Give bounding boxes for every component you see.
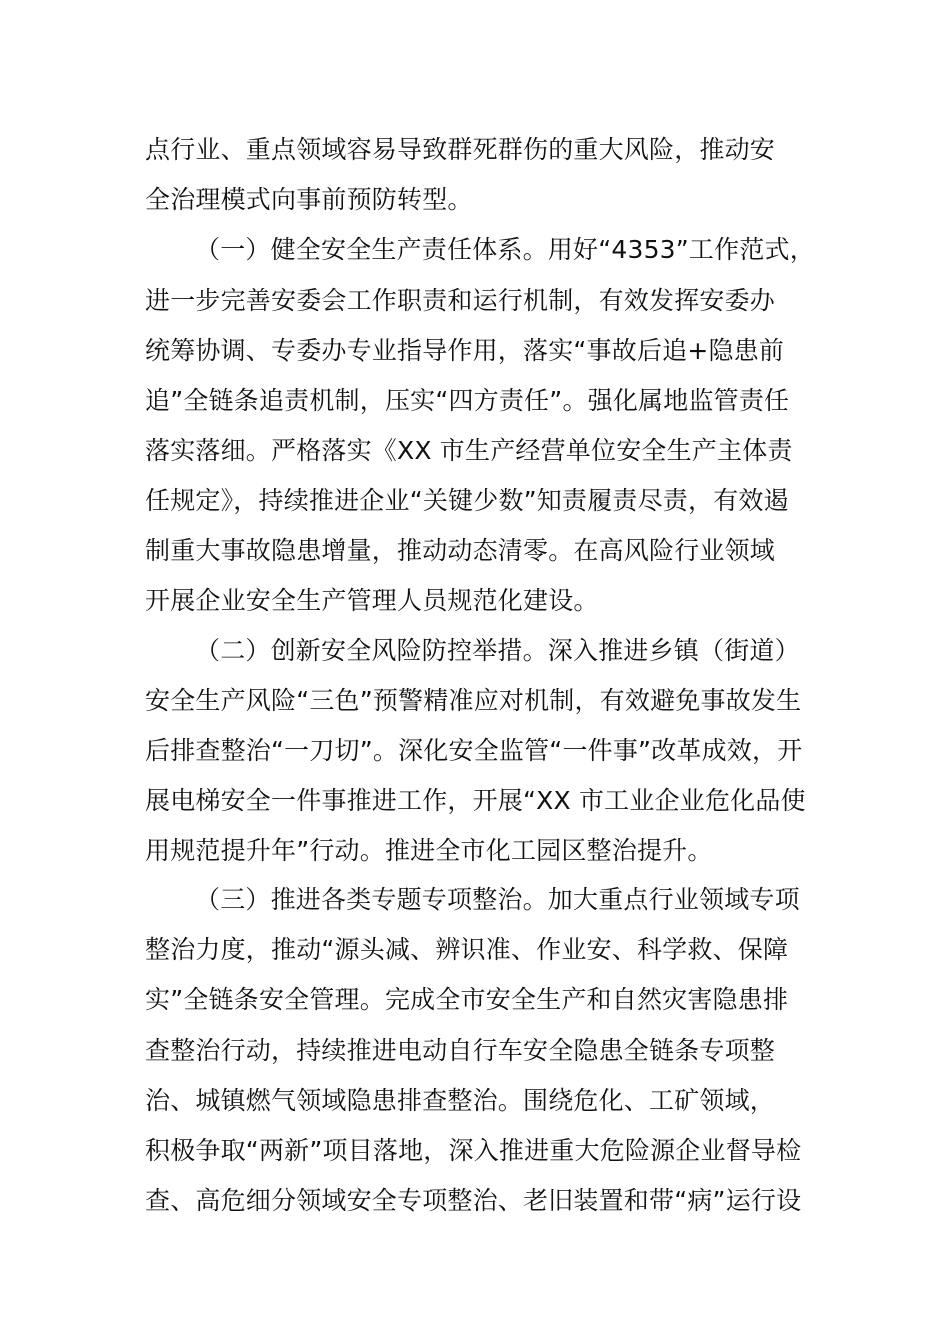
text-line: 后排查整治“一刀切”。深化安全监管“一件事”改革成效，开 [145,736,803,765]
text-line: 追”全链条追责机制，压实“四方责任”。强化属地监管责任 [145,386,790,415]
text-line: 制重大事故隐患增量，推动动态清零。在高风险行业领域 [145,536,776,565]
text-line: 落实落细。严格落实《XX 市生产经营单位安全生产主体责 [145,436,793,465]
text-line: 展电梯安全一件事推进工作，开展“XX 市工业企业危化品使 [145,786,806,815]
text-line: 治、城镇燃气领域隐患排查整治。围绕危化、工矿领域， [145,1086,776,1115]
text-line: 查整治行动，持续推进电动自行车安全隐患全链条专项整 [145,1036,776,1065]
paragraph-heading-line: （一）健全安全生产责任体系。用好“4353”工作范式， [195,235,815,264]
text-line: 实”全链条安全管理。完成全市安全生产和自然灾害隐患排 [145,985,789,1014]
text-line: 安全生产风险“三色”预警精准应对机制，有效避免事故发生 [145,686,802,715]
text-line: 积极争取“两新”项目落地，深入推进重大危险源企业督导检 [145,1136,802,1165]
text-line: 任规定》，持续推进企业“关键少数”知责履责尽责，有效遏 [145,486,789,515]
text-line: 查、高危细分领域安全专项整治、老旧装置和带“病”运行设 [145,1186,802,1215]
paragraph-heading-line: （二）创新安全风险防控举措。深入推进乡镇（街道） [195,636,800,665]
text-line: 全治理模式向事前预防转型。 [145,185,473,214]
text-line: 开展企业安全生产管理人员规范化建设。 [145,586,599,615]
text-line: 统筹协调、专委办专业指导作用，落实“事故后追+隐患前 [145,336,785,365]
paragraph-heading-line: （三）推进各类专题专项整治。加大重点行业领域专项 [195,885,800,914]
text-line: 进一步完善安委会工作职责和运行机制，有效发挥安委办 [145,286,776,315]
text-line: 用规范提升年”行动。推进全市化工园区整治提升。 [145,836,713,865]
text-line: 点行业、重点领域容易导致群死群伤的重大风险，推动安 [145,135,776,164]
text-line: 整治力度，推动“源头减、辨识准、作业安、科学救、保障 [145,935,789,964]
